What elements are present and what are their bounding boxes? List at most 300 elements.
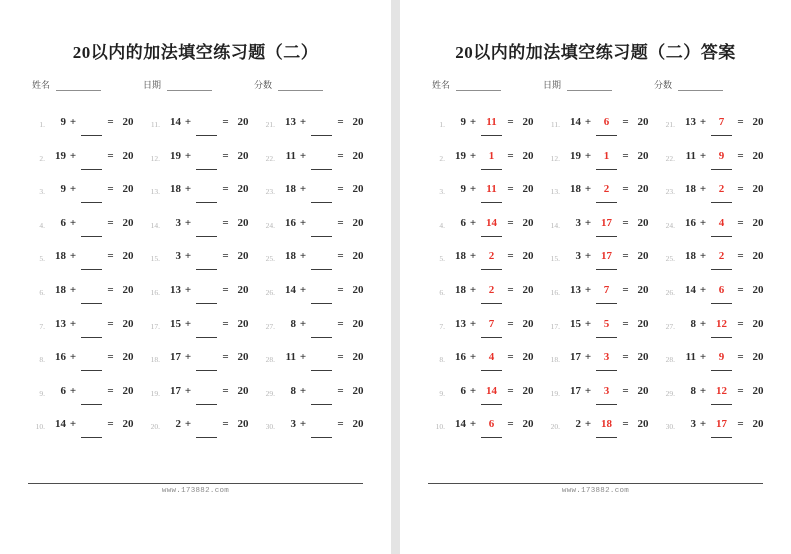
plus-sign: + <box>699 418 707 431</box>
answer-blank: 17 <box>596 217 617 237</box>
answer-blank: 17 <box>596 250 617 270</box>
problem-row <box>260 418 375 452</box>
equals-sign: = <box>337 418 344 431</box>
problem-row <box>545 217 660 251</box>
problem-number: 29. <box>265 388 275 398</box>
sum-value: 20 <box>352 183 364 196</box>
problem-row <box>660 217 775 251</box>
plus-sign: + <box>184 216 192 229</box>
addend: 19 <box>570 149 581 162</box>
addend: 9 <box>460 183 466 196</box>
problem-number: 20. <box>550 422 560 432</box>
problem-row <box>430 318 545 352</box>
plus-sign: + <box>699 384 707 397</box>
equals-sign: = <box>337 116 344 128</box>
answer-blank: 7 <box>596 284 617 304</box>
name-label: 姓名 <box>432 80 451 90</box>
problem-number: 27. <box>665 321 675 331</box>
plus-sign: + <box>469 317 477 330</box>
answer-blank: 1 <box>481 150 502 170</box>
sum-value: 20 <box>237 283 249 296</box>
plus-sign: + <box>184 384 192 397</box>
addend: 6 <box>60 216 66 229</box>
answer-blank: 2 <box>481 284 502 304</box>
equals-sign: = <box>222 250 229 263</box>
answer-blank <box>196 284 217 304</box>
equals-sign: = <box>737 418 744 431</box>
equals-sign: = <box>222 149 229 162</box>
problem-row <box>545 318 660 352</box>
plus-sign: + <box>469 418 477 431</box>
equals-sign: = <box>622 384 629 397</box>
problem-number: 6. <box>439 287 445 297</box>
sum-value: 20 <box>352 149 364 162</box>
equals-sign: = <box>737 384 744 397</box>
answer-blank: 4 <box>711 217 732 237</box>
name-label: 姓名 <box>32 80 51 90</box>
problem-number: 18. <box>550 355 560 365</box>
plus-sign: + <box>584 283 592 296</box>
sum-value: 20 <box>352 283 364 296</box>
sum-value: 20 <box>637 384 649 397</box>
plus-sign: + <box>299 216 307 229</box>
problem-row <box>145 116 260 150</box>
problem-number: 15. <box>150 254 160 264</box>
answer-blank <box>81 318 102 338</box>
answer-blank <box>196 351 217 371</box>
sum-value: 20 <box>522 250 534 263</box>
plus-sign: + <box>299 283 307 296</box>
sum-value: 20 <box>752 149 764 162</box>
equals-sign: = <box>107 351 114 364</box>
plus-sign: + <box>184 250 192 263</box>
problem-row <box>30 150 145 184</box>
sum-value: 20 <box>237 216 249 229</box>
problem-row <box>260 284 375 318</box>
answer-blank <box>311 217 332 237</box>
plus-sign: + <box>69 384 77 397</box>
addend: 6 <box>460 384 466 397</box>
addend: 16 <box>455 351 466 364</box>
equals-sign: = <box>107 116 114 128</box>
sum-value: 20 <box>122 283 134 296</box>
equals-sign: = <box>622 183 629 196</box>
sum-value: 20 <box>352 250 364 263</box>
score-blank-line <box>278 79 323 91</box>
answer-blank: 14 <box>481 385 502 405</box>
plus-sign: + <box>469 216 477 229</box>
problem-number: 5. <box>39 254 45 264</box>
sum-value: 20 <box>637 216 649 229</box>
addend: 13 <box>455 317 466 330</box>
addend: 3 <box>175 250 181 263</box>
problem-row <box>430 250 545 284</box>
problem-number: 6. <box>39 287 45 297</box>
sum-value: 20 <box>752 351 764 364</box>
addend: 3 <box>575 216 581 229</box>
problem-row <box>260 318 375 352</box>
equals-sign: = <box>622 149 629 162</box>
problem-row <box>30 385 145 419</box>
answer-blank: 7 <box>711 116 732 136</box>
page-footer <box>0 483 391 495</box>
equals-sign: = <box>737 317 744 330</box>
problem-row <box>660 183 775 217</box>
problem-number: 30. <box>665 422 675 432</box>
problem-row <box>545 183 660 217</box>
problem-number: 29. <box>665 388 675 398</box>
plus-sign: + <box>469 250 477 263</box>
equals-sign: = <box>507 216 514 229</box>
plus-sign: + <box>69 116 77 128</box>
answer-blank <box>196 183 217 203</box>
addend: 16 <box>685 216 696 229</box>
equals-sign: = <box>337 317 344 330</box>
score-field <box>654 78 765 91</box>
addend: 14 <box>170 116 181 128</box>
sum-value: 20 <box>637 116 649 128</box>
plus-sign: + <box>184 418 192 431</box>
answer-blank: 17 <box>711 418 732 438</box>
problem-number: 18. <box>150 355 160 365</box>
problem-row <box>545 385 660 419</box>
plus-sign: + <box>584 149 592 162</box>
problem-row <box>660 385 775 419</box>
plus-sign: + <box>699 283 707 296</box>
equals-sign: = <box>222 116 229 128</box>
problem-number: 11. <box>550 120 560 129</box>
problem-number: 26. <box>665 287 675 297</box>
addend: 2 <box>175 418 181 431</box>
problem-row <box>430 183 545 217</box>
plus-sign: + <box>699 116 707 128</box>
addend: 8 <box>690 317 696 330</box>
sum-value: 20 <box>522 418 534 431</box>
addend: 18 <box>55 250 66 263</box>
problem-grid <box>430 116 775 452</box>
answer-blank <box>311 418 332 438</box>
problem-number: 26. <box>265 287 275 297</box>
equals-sign: = <box>337 216 344 229</box>
problem-number: 19. <box>150 388 160 398</box>
answer-blank <box>196 318 217 338</box>
problem-row <box>30 217 145 251</box>
equals-sign: = <box>622 317 629 330</box>
problem-row <box>145 217 260 251</box>
problem-number: 19. <box>550 388 560 398</box>
addend: 9 <box>460 116 466 128</box>
equals-sign: = <box>622 351 629 364</box>
answer-blank: 6 <box>481 418 502 438</box>
sum-value: 20 <box>522 317 534 330</box>
sum-value: 20 <box>752 183 764 196</box>
date-blank-line <box>167 79 212 91</box>
sum-value: 20 <box>522 183 534 196</box>
addend: 17 <box>170 384 181 397</box>
answer-blank <box>196 250 217 270</box>
plus-sign: + <box>184 283 192 296</box>
sum-value: 20 <box>122 116 134 128</box>
sum-value: 20 <box>637 149 649 162</box>
equals-sign: = <box>622 116 629 128</box>
addend: 8 <box>290 317 296 330</box>
addend: 8 <box>290 384 296 397</box>
plus-sign: + <box>299 317 307 330</box>
plus-sign: + <box>699 183 707 196</box>
sum-value: 20 <box>752 216 764 229</box>
problem-row <box>145 318 260 352</box>
plus-sign: + <box>299 183 307 196</box>
sum-value: 20 <box>752 116 764 128</box>
problem-number: 13. <box>150 187 160 197</box>
answer-blank: 9 <box>711 150 732 170</box>
problem-row <box>430 351 545 385</box>
answer-blank <box>81 418 102 438</box>
problem-number: 12. <box>550 153 560 163</box>
plus-sign: + <box>299 116 307 128</box>
addend: 13 <box>570 283 581 296</box>
equals-sign: = <box>622 216 629 229</box>
sum-value: 20 <box>237 418 249 431</box>
sum-value: 20 <box>122 384 134 397</box>
sum-value: 20 <box>122 317 134 330</box>
sum-value: 20 <box>237 317 249 330</box>
addend: 17 <box>570 384 581 397</box>
equals-sign: = <box>337 351 344 364</box>
equals-sign: = <box>622 283 629 296</box>
equals-sign: = <box>222 384 229 397</box>
question-page <box>0 0 391 554</box>
page-title: 20以内的加法填空练习题（二） <box>72 43 319 62</box>
problem-number: 9. <box>439 388 445 398</box>
addend: 13 <box>170 283 181 296</box>
addend: 18 <box>170 183 181 196</box>
equals-sign: = <box>507 351 514 364</box>
sum-value: 20 <box>752 317 764 330</box>
sum-value: 20 <box>522 384 534 397</box>
answer-blank <box>196 116 217 136</box>
answer-blank <box>81 250 102 270</box>
problem-number: 5. <box>439 254 445 264</box>
equals-sign: = <box>107 149 114 162</box>
page-title: 20以内的加法填空练习题（二）答案 <box>455 43 736 62</box>
sum-value: 20 <box>522 216 534 229</box>
problem-number: 12. <box>150 153 160 163</box>
sum-value: 20 <box>637 183 649 196</box>
problem-row <box>545 284 660 318</box>
plus-sign: + <box>469 283 477 296</box>
sum-value: 20 <box>237 183 249 196</box>
equals-sign: = <box>337 183 344 196</box>
score-field <box>254 78 365 91</box>
equals-sign: = <box>107 283 114 296</box>
addend: 3 <box>575 250 581 263</box>
plus-sign: + <box>299 351 307 364</box>
answer-blank <box>81 385 102 405</box>
problem-row <box>145 385 260 419</box>
equals-sign: = <box>337 384 344 397</box>
problem-row <box>30 284 145 318</box>
sum-value: 20 <box>637 283 649 296</box>
answer-blank <box>81 217 102 237</box>
problem-number: 27. <box>265 321 275 331</box>
plus-sign: + <box>584 351 592 364</box>
addend: 14 <box>685 283 696 296</box>
problem-row <box>260 351 375 385</box>
score-label: 分数 <box>254 80 273 90</box>
problem-row <box>145 418 260 452</box>
plus-sign: + <box>584 384 592 397</box>
problem-row <box>545 116 660 150</box>
problem-row <box>545 250 660 284</box>
equals-sign: = <box>507 384 514 397</box>
problem-number: 14. <box>550 220 560 230</box>
plus-sign: + <box>184 317 192 330</box>
problem-row <box>30 250 145 284</box>
equals-sign: = <box>337 283 344 296</box>
name-field <box>32 78 143 91</box>
sum-value: 20 <box>637 250 649 263</box>
addend: 8 <box>690 384 696 397</box>
sum-value: 20 <box>352 216 364 229</box>
problem-number: 7. <box>439 321 445 331</box>
problem-number: 23. <box>265 187 275 197</box>
problem-grid <box>30 116 375 452</box>
addend: 18 <box>285 250 296 263</box>
addend: 19 <box>55 149 66 162</box>
sum-value: 20 <box>522 351 534 364</box>
addend: 11 <box>685 149 696 162</box>
addend: 17 <box>570 351 581 364</box>
problem-row <box>145 250 260 284</box>
answer-blank <box>311 116 332 136</box>
answer-blank <box>196 217 217 237</box>
addend: 11 <box>285 149 296 162</box>
equals-sign: = <box>737 116 744 128</box>
problem-number: 17. <box>150 321 160 331</box>
equals-sign: = <box>507 418 514 431</box>
problem-number: 30. <box>265 422 275 432</box>
header-fields <box>32 78 365 91</box>
problem-number: 1. <box>39 120 45 129</box>
problem-number: 10. <box>435 422 445 432</box>
addend: 18 <box>285 183 296 196</box>
addend: 15 <box>170 317 181 330</box>
name-field <box>432 78 543 91</box>
addend: 14 <box>570 116 581 128</box>
answer-blank: 3 <box>596 385 617 405</box>
plus-sign: + <box>584 216 592 229</box>
name-blank-line <box>456 79 501 91</box>
problem-row <box>430 217 545 251</box>
plus-sign: + <box>699 149 707 162</box>
problem-row <box>260 150 375 184</box>
problem-number: 25. <box>665 254 675 264</box>
answer-blank: 11 <box>481 116 502 136</box>
equals-sign: = <box>737 149 744 162</box>
answer-blank <box>81 284 102 304</box>
plus-sign: + <box>184 149 192 162</box>
problem-row <box>30 116 145 150</box>
equals-sign: = <box>507 149 514 162</box>
equals-sign: = <box>222 418 229 431</box>
problem-row <box>145 183 260 217</box>
sum-value: 20 <box>237 351 249 364</box>
problem-number: 24. <box>665 220 675 230</box>
equals-sign: = <box>507 183 514 196</box>
plus-sign: + <box>69 183 77 196</box>
sum-value: 20 <box>122 250 134 263</box>
sum-value: 20 <box>752 250 764 263</box>
equals-sign: = <box>507 250 514 263</box>
problem-number: 28. <box>265 355 275 365</box>
plus-sign: + <box>299 418 307 431</box>
addend: 14 <box>285 283 296 296</box>
plus-sign: + <box>699 317 707 330</box>
sum-value: 20 <box>522 149 534 162</box>
name-blank-line <box>56 79 101 91</box>
equals-sign: = <box>222 317 229 330</box>
answer-blank <box>81 351 102 371</box>
problem-number: 3. <box>39 187 45 197</box>
problem-number: 15. <box>550 254 560 264</box>
addend: 6 <box>60 384 66 397</box>
problem-row <box>260 385 375 419</box>
equals-sign: = <box>107 183 114 196</box>
problem-row <box>30 351 145 385</box>
answer-blank <box>81 183 102 203</box>
problem-number: 22. <box>665 153 675 163</box>
problem-row <box>145 150 260 184</box>
answer-blank <box>196 385 217 405</box>
problem-row <box>430 116 545 150</box>
problem-row <box>30 183 145 217</box>
problem-number: 28. <box>665 355 675 365</box>
problem-number: 13. <box>550 187 560 197</box>
sum-value: 20 <box>122 418 134 431</box>
equals-sign: = <box>107 384 114 397</box>
problem-row <box>660 418 775 452</box>
answer-blank: 5 <box>596 318 617 338</box>
addend: 18 <box>455 250 466 263</box>
problem-row <box>660 250 775 284</box>
sum-value: 20 <box>237 250 249 263</box>
answer-blank: 4 <box>481 351 502 371</box>
sum-value: 20 <box>352 351 364 364</box>
problem-row <box>145 351 260 385</box>
answer-blank: 1 <box>596 150 617 170</box>
plus-sign: + <box>69 351 77 364</box>
problem-number: 1. <box>439 120 445 129</box>
answer-blank <box>311 250 332 270</box>
problem-number: 2. <box>439 153 445 163</box>
problem-row <box>545 351 660 385</box>
footer-rule <box>28 483 363 484</box>
sum-value: 20 <box>522 283 534 296</box>
answer-blank <box>311 183 332 203</box>
sum-value: 20 <box>237 384 249 397</box>
equals-sign: = <box>622 418 629 431</box>
plus-sign: + <box>184 183 192 196</box>
sum-value: 20 <box>752 283 764 296</box>
addend: 9 <box>60 183 66 196</box>
date-label: 日期 <box>143 80 162 90</box>
problem-row <box>145 284 260 318</box>
answer-blank: 3 <box>596 351 617 371</box>
sum-value: 20 <box>637 418 649 431</box>
problem-row <box>430 385 545 419</box>
addend: 16 <box>55 351 66 364</box>
